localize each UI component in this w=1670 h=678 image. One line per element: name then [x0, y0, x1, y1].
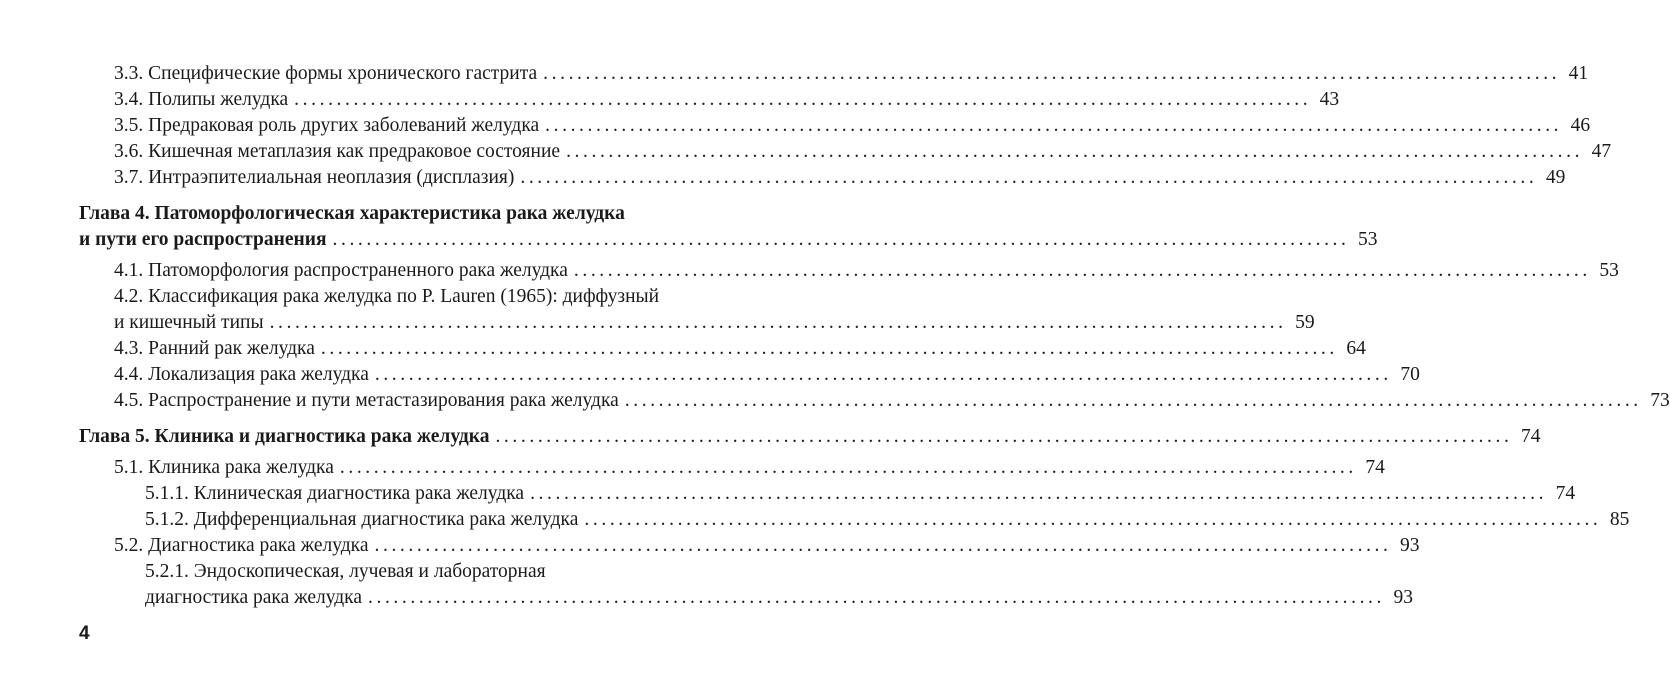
toc-chapter-title: Глава 5. Клиника и диагностика рака желудка: [79, 426, 490, 447]
toc-entry-page: 53: [1358, 229, 1378, 250]
toc-entry-page: 70: [1400, 364, 1420, 385]
toc-entry-title-line: диагностика рака желудка: [145, 587, 362, 608]
toc-chapter-title-line: и пути его распространения: [79, 229, 327, 250]
leader-dots: ........................................................................................................................: [573, 260, 1591, 281]
toc-entry-title: 4.3. Ранний рак желудка: [114, 338, 315, 359]
toc-entry-title-line: 5.2.1. Эндоскопическая, лучевая и лабораторная: [145, 561, 546, 582]
toc-entry-title: 4.4. Локализация рака желудка: [114, 364, 369, 385]
leader-dots: ........................................................................................................................: [624, 390, 1642, 411]
leader-dots: ........................................................................................................................: [294, 89, 1312, 110]
toc-entry-page: 74: [1520, 426, 1541, 447]
toc-entry-title: 5.1.2. Дифференциальная диагностика рака желудка: [145, 509, 579, 530]
toc-entry-title: 4.1. Патоморфология распространенного рака желудка: [114, 260, 568, 281]
leader-dots: ........................................................................................................................: [368, 587, 1385, 608]
toc-entry-page: 43: [1319, 89, 1340, 110]
toc-entry-page: 93: [1393, 587, 1413, 608]
toc-entry-page: 41: [1568, 63, 1589, 84]
toc-entry-title: 5.1. Клиника рака желудка: [114, 457, 334, 478]
toc-entry-page: 64: [1346, 338, 1366, 359]
leader-dots: ........................................................................................................................: [495, 426, 1513, 447]
toc-entry-page: 93: [1400, 535, 1420, 556]
leader-dots: ........................................................................................................................: [520, 167, 1538, 188]
toc-entry-title: 5.1.1. Клиническая диагностика рака желудка: [145, 483, 525, 504]
toc-entry-title: 3.5. Предраковая роль других заболеваний желудка: [114, 115, 540, 136]
leader-dots: ........................................................................................................................: [339, 457, 1357, 478]
leader-dots: ........................................................................................................................: [566, 141, 1584, 162]
toc-entry-page: 47: [1591, 141, 1612, 162]
leader-dots: ........................................................................................................................: [269, 312, 1287, 333]
toc-entry-title-line: и кишечный типы: [114, 312, 264, 333]
toc-entry-page: 59: [1295, 312, 1315, 333]
leader-dots: ........................................................................................................................: [543, 63, 1561, 84]
leader-dots: ........................................................................................................................: [584, 509, 1602, 530]
toc-entry-title: 3.4. Полипы желудка: [114, 89, 289, 110]
toc-entry-page: 74: [1555, 483, 1576, 504]
leader-dots: ........................................................................................................................: [320, 338, 1338, 359]
toc-entry-page: 73: [1650, 390, 1670, 411]
toc-entry-title: 3.3. Специфические формы хронического гастрита: [114, 63, 538, 84]
leader-dots: ........................................................................................................................: [530, 483, 1548, 504]
toc-entry-title: 3.7. Интраэпителиальная неоплазия (дисплазия): [114, 167, 515, 188]
page-number: 4: [79, 623, 90, 644]
toc-entry-page: 85: [1609, 509, 1630, 530]
toc-entry-page: 74: [1365, 457, 1385, 478]
toc-chapter-title-line: Глава 4. Патоморфологическая характеристика рака желудка: [79, 203, 625, 224]
leader-dots: ........................................................................................................................: [545, 115, 1563, 136]
leader-dots: ........................................................................................................................: [332, 229, 1350, 250]
toc-entry-title: 5.2. Диагностика рака желудка: [114, 535, 369, 556]
leader-dots: ........................................................................................................................: [374, 364, 1392, 385]
toc-entry-title: 4.5. Распространение и пути метастазирования рака желудка: [114, 390, 619, 411]
leader-dots: ........................................................................................................................: [374, 535, 1392, 556]
toc-entry-title-line: 4.2. Классификация рака желудка по P. Lauren (1965): диффузный: [114, 286, 660, 307]
toc-entry-page: 53: [1599, 260, 1619, 281]
toc-entry-page: 46: [1570, 115, 1591, 136]
toc-entry-title: 3.6. Кишечная метаплазия как предраковое состояние: [114, 141, 561, 162]
toc-entry-page: 49: [1545, 167, 1566, 188]
